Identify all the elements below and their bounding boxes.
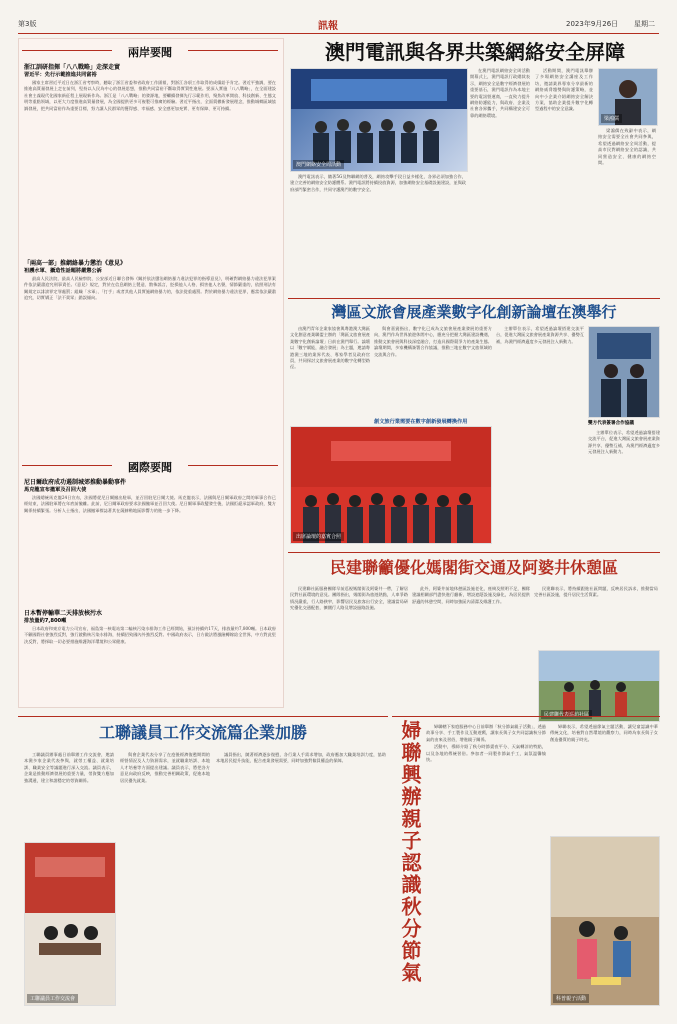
a3-photo-caption: 民建聯代表巡訪社區: [541, 710, 592, 719]
a5-title: [396, 720, 420, 1002]
a1-body-col2: [535, 68, 593, 294]
a4-title: 工聯議員工作交流篇企業加勝: [98, 723, 307, 742]
s1-sub1-title: 浙江訓研指揮「八八戰略」走深走實: [24, 64, 121, 71]
a2-body3-cont: 主辦單位表示，希望透過論壇搭建交流平台，促進大灣區文旅會展產業資源共享、優勢互補，為澳門經濟適度多元發展注入新動力。: [588, 430, 660, 455]
a5-photo-caption: 科普親子活動: [553, 994, 589, 1003]
s2-sub2-kicker: 排放量約7,800噸: [24, 618, 67, 624]
s2-sub1-kicker: 馬克龍宣布撤軍及召回大使: [24, 487, 87, 493]
section-rule-right: [188, 50, 278, 51]
a2-body2: 與會嘉賓指出，數字化已成為文旅會展產業發展的重要方向，澳門作為世界旅遊休閒中心，應充分把握大灣區建設機遇，推動文旅會展與科技深度融合，打造具國際競爭力的產業生態。論壇期間，多家機構簽署合作協議，推動三地在數字文旅領域的交流與合作。: [374, 326, 492, 357]
a1-body-col1: [470, 68, 530, 294]
section2-rule-left: [22, 465, 112, 466]
a3-body-col3: [534, 586, 658, 648]
a5-title-text: 婦聯興辦親子認識秋分節氣: [398, 720, 422, 984]
a2-subtitle: 創文旅行業需要在數字創新發展轉換作用: [374, 419, 468, 425]
a5-photo: [550, 836, 660, 1006]
a4-body-col1: [24, 752, 114, 838]
a2-body1: 由澳門青年企業家協會與粵港澳大灣區文化創意產業聯盟主辦的「灣區文旅會展產業數字化創新論壇」日前在澳門舉行。論壇以「數字賦能，融合發展」為主題，邀請粵港澳三地的業界代表、專家學者及政府官員，共同探討文旅會展產業的數字化轉型路徑。: [290, 326, 370, 370]
a4-photo-scene: [25, 843, 115, 1005]
a2-photo: [290, 426, 492, 544]
a4-body1: 工聯議員辦事處日前舉辦工作交流會，邀請本澳多家企業代表參與，就勞工權益、就業培訓、職業安全等議題進行深入交流。議員表示，企業是推動經濟發展的重要力量，勞資雙方應加強溝通，建立和諧穩定的勞資關係。: [24, 752, 114, 783]
a5-photo-scene: [551, 837, 659, 1005]
s1-sub2-title: 「兩高一部」推網絡暴力懲治《意見》: [24, 260, 127, 267]
a1-photo-scene: [291, 69, 467, 171]
section-title-international: 國際要聞: [128, 461, 172, 474]
a4-body-col2: [120, 752, 210, 1004]
s1-sub2-kicker: 袒護水軍、攝造性話題將嚴懲公訴: [24, 268, 102, 274]
a2-divider: [288, 298, 660, 299]
a3-body2: 此外，阿婆井前地休憩區設施老化，座椅及照明不足，團隊建議相關部門盡快進行翻新，增設遮蔭設施及綠化，為居民提供舒適的休憩空間，同時加強區內清潔及維護工作。: [412, 586, 530, 604]
a3-body1: 民建聯社區服務團隊早前巡視媽閣街及阿婆井一帶，了解居民對社區環境的意見。團隊指出，媽閣街為旅遊熱點，人車爭路情況嚴重，行人路狹窄，影響居民及旅客出行安全，建議當局研究優化交通配套，擴闊行人路及增設過路設施。: [290, 586, 408, 611]
a3-body3: 民建聯表示，將持續跟進社區問題，反映居民訴求，推動當局完善社區設施，提升居民生活質素。: [534, 586, 658, 598]
s2-sub2-body: [24, 626, 276, 702]
a5-body-col1: [426, 724, 546, 1004]
a2-photo-2: [588, 326, 660, 418]
a4-body-col3: [216, 752, 386, 1004]
header-rule: [18, 33, 659, 34]
a4-body2: 與會企業代表分享了在疫後經濟復甦期間的經營情況及人力資源需求，並就職業培訓、本地人才培養等方面提出建議。議員表示，將把各方意見向政府反映，推動完善相關政策，促進本地居民優先就業。: [120, 752, 210, 783]
section-title-cross-strait: 兩岸要聞: [128, 46, 172, 59]
a1-photo-caption: 澳門網絡安全周活動: [293, 160, 344, 169]
s2-sub1-title: 尼日爾政府成功遏制城郊推動暴動事件: [24, 479, 127, 486]
a4-photo: [24, 842, 116, 1006]
page-number: 第3版: [18, 20, 37, 28]
a2-body-col2: [374, 326, 492, 416]
a4-body3: 議員指出，隨著經濟逐步復甦，各行業人手需求增加，政府應加大職業培訓力度，協助本地居民提升技能，配合產業發展需要，同時加強對僱員權益的保障。: [216, 752, 386, 764]
issue-date: 2023年9月26日: [566, 20, 619, 28]
s1-sub1-body-text: 國家主席習近平近日在浙江省考察時，聽取了浙江省委和省政府工作匯報，對浙江各項工作取得的成績給予肯定。習近平強調，要在推進高質量發展上走在前列，堅持以人民為中心的發展思想，推動共同富裕不斷取得實質性進展。要深入實施「八八戰略」，在全面建設社會主義現代化國家新征程上展現新作為。浙江是「八八戰略」的發源地，要繼續發揮先行示範作用，聚焦改革開放、科技創新、生態文明等重點領域，以更大力度推進高質量發展，為全國提供更多可複製可推廣的經驗。習近平指出，全面貫徹新發展理念，推動城鄉區域協調發展，把共同富裕作為重要目標，努力讓人民群眾的獲得感、幸福感、安全感更加充實、更有保障、更可持續。: [24, 80, 276, 111]
a1-photo2-caption: 梁鴻儒: [601, 114, 622, 123]
a3-title: 民建聯籲優化媽閣街交通及阿婆井休憩區: [329, 558, 618, 577]
a2-body-col3: [496, 326, 584, 506]
a3-photo: [538, 650, 660, 722]
s1-sub2-body-text: 最高人民法院、最高人民檢察院、公安部近日聯合發佈《關於依法懲治網絡暴力違法犯罪的指導意見》，明確對網絡暴力違法犯罪案件依法嚴肅追究刑事責任。《意見》規定，對於在信息網絡上製造、散佈謠言，貶損他人人格、損害他人名譽，情節嚴重的，依照刑法有關規定以誹謗罪定罪處罰；組織「水軍」、「打手」或者其他人員實施網絡暴力的，依法從重處罰。對於網絡暴力違法犯罪，應當依法嚴肅追究，切實矯正「法不責眾」錯誤傾向。: [24, 276, 276, 301]
a3-body-col2: [412, 586, 530, 714]
a3-body-col1: [290, 586, 408, 714]
page-header: [18, 18, 659, 32]
a2-photo-scene: [291, 427, 491, 543]
a1-body4: 梁鴻儒在致辭中表示，網絡安全需要全社會共同參與，希望透過網絡安全周活動，提高市民對網絡安全的認識，共同營造安全、健康的網絡空間。: [598, 128, 656, 166]
s2-sub1-body: [24, 495, 276, 595]
s2-sub2-title: 日本暫停輸華二天排放核污水: [24, 610, 103, 617]
a2-photo-caption: 出席論壇的嘉賓合照: [293, 532, 344, 541]
s2-sub2-body-text: 日本政府和東京電力公司宣布，福島第一核電站第二輪核污染水排海工作已經開始，預計持續約17天，排放量約7,800噸。日本政府不顧國際社會強烈反對，強行啟動核污染水排海，持續招致國內外強烈反對。中國政府表示，日方做法將風險轉嫁給全世界，中方對此堅決反對，將採取一切必要措施維護海洋環境和公眾健康。: [24, 626, 276, 644]
a1-title: 澳門電訊與各界共築網絡安全屏障: [325, 40, 625, 64]
a5-body2: 活動中，導師介紹了秋分時節晝夜平分、天氣轉涼的特點，以及各地的傳統習俗。參加者一同製作節氣手工，氣氛溫馨愉快。: [426, 744, 546, 763]
a2-photo2-caption: 雙方代表簽署合作協議: [588, 421, 634, 426]
a1-body-col4: [598, 128, 656, 294]
a1-photo: [290, 68, 468, 172]
a1-body1: 在澳門電訊網絡安全周活動開幕式上，澳門電訊行政總裁表示，網絡安全是數字經濟發展的重要基石，澳門電訊作為本地主要的電訊營運商，一直致力提升網絡防護能力，與政府、企業及社會各界攜手，共同構建安全可靠的網絡環境。: [470, 68, 530, 118]
a5-body1: 婦聯轄下家庭服務中心日前舉辦「秋分節氣親子活動」，透過故事分享、手工製作及互動遊戲，讓家長與子女共同認識秋分節氣的由來及習俗，增進親子關係。: [426, 724, 546, 742]
s1-sub1-kicker: 習近平：先行示範推進共同富裕: [24, 72, 97, 78]
section2-rule-right: [188, 465, 278, 466]
s2-sub1-body-text: 法國總統馬克龍24日宣布，法國將從尼日爾撤出駐軍，並召回駐尼日爾大使。馬克龍表示，法國與尼日爾軍政府之間的軍事合作已經結束，法國駐軍將在年底前撤離。此前，尼日爾軍政府要求法國撤軍並召回大使。尼日爾軍事政變發生後，法國拒絕承認軍政府，雙方關係持續緊張。分析人士指出，法國撤軍標誌著其在薩赫勒地區影響力的進一步下降。: [24, 495, 276, 513]
a4-photo-caption: 工聯議員工作交流會: [27, 994, 78, 1003]
a1-body-col3: [290, 174, 466, 294]
a2-body3: 主辦單位表示，希望透過論壇搭建交流平台，促進大灣區文旅會展產業資源共享、優勢互補，為澳門經濟適度多元發展注入新動力。: [496, 326, 584, 344]
paper-logo: 訊報: [318, 21, 338, 32]
a2-body-col4: [588, 430, 660, 542]
a5-body-col2: [550, 724, 658, 832]
a1-body3: 澳門電訊表示，隨著5G及物聯網的普及，網絡攻擊手段日益多樣化，各界必須加強合作，建立完善的網絡安全防護體系。澳門電訊將持續投放資源，加強網絡安全基礎設施建設，並與政府部門緊密合作，共同守護澳門的數字安全。: [290, 174, 466, 192]
section-rule-left: [22, 50, 112, 51]
a3-divider: [288, 552, 660, 553]
s1-sub1-body: [24, 80, 276, 244]
a5-body3: 婦聯表示，希望透過節氣主題活動，讓兒童認識中華傳統文化，培養對自然環境的觀察力，同時為家長與子女創造優質的親子時光。: [550, 724, 658, 742]
a1-photo-2: [598, 68, 658, 126]
issue-weekday: 星期二: [634, 20, 655, 28]
s1-sub2-body: [24, 276, 276, 444]
a2-title: 灣區文旅會展產業數字化創新論壇在澳舉行: [331, 303, 617, 321]
a1-body2: 活動期間，澳門電訊舉辦了多場網絡安全講座及工作坊，邀請業界專家分享最新的網絡威脅趨勢與防護策略，並向中小企業介紹網絡安全解決方案，協助企業提升數字化轉型過程中的安全意識。: [535, 68, 593, 112]
a2-photo2-scene: [589, 327, 659, 417]
